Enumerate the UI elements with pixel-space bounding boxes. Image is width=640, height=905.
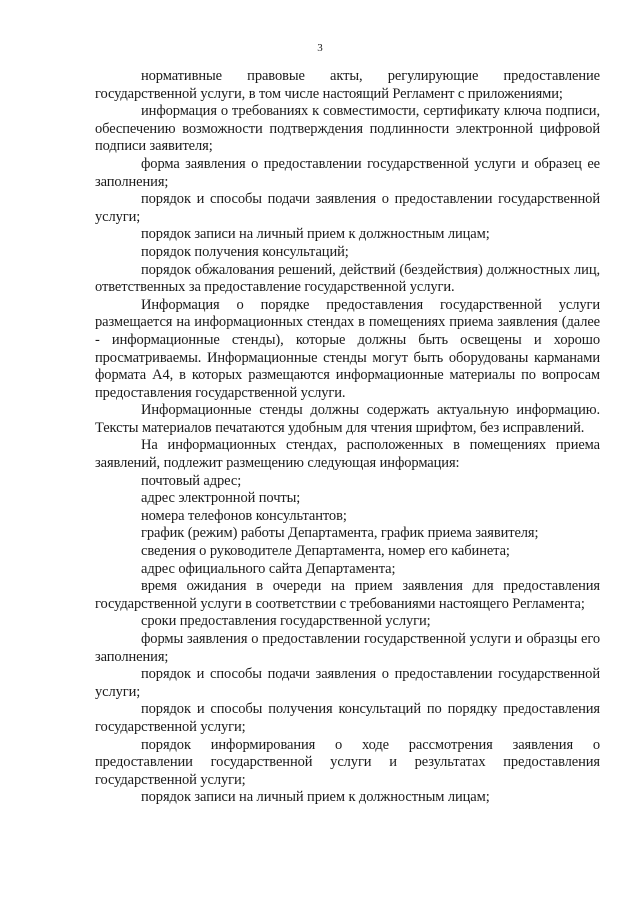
paragraph: график (режим) работы Департамента, график приема заявителя; <box>141 525 539 542</box>
paragraph: нормативные правовые акты, регулирующие предоставление государственной услуги, в том числе настоящий Регламент с приложениями; <box>95 68 600 102</box>
paragraph: порядок записи на личный прием к должностным лицам; <box>141 226 490 243</box>
paragraph: порядок записи на личный прием к должностным лицам; <box>141 789 490 806</box>
page-number: 3 <box>317 42 323 54</box>
paragraph: На информационных стендах, расположенных в помещениях приема заявлений, подлежит размещению следующая информация: <box>95 437 600 472</box>
paragraph: Информационные стенды должны содержать актуальную информацию. Тексты материалов печатаются удобным для чтения шрифтом, без исправлений. <box>95 402 600 436</box>
paragraph: информация о требованиях к совместимости, сертификату ключа подписи, обеспечению возможности подтверждения подлинности электронной цифровой подписи заявителя; <box>95 103 600 155</box>
paragraph: почтовый адрес; <box>141 472 242 489</box>
paragraph: адрес электронной почты; <box>141 490 301 507</box>
paragraph: порядок информирования о ходе рассмотрения заявления о предоставлении государственной услуги и результатах предоставления государственной услуги; <box>95 736 600 788</box>
paragraph: порядок получения консультаций; <box>141 243 349 260</box>
paragraph: время ожидания в очереди на прием заявления для предоставления государственной услуги в соответствии с требованиями настоящего Регламента; <box>95 578 600 612</box>
paragraph: порядок обжалования решений, действий (бездействия) должностных лиц, ответственных за предоставление государственной услуги. <box>95 261 600 296</box>
paragraph: сведения о руководителе Департамента, номер его кабинета; <box>141 543 510 560</box>
paragraph: номера телефонов консультантов; <box>141 507 347 524</box>
paragraph: порядок и способы получения консультаций по порядку предоставления государственной услуги; <box>95 701 600 735</box>
paragraph: сроки предоставления государственной услуги; <box>141 613 431 630</box>
document-body <box>95 68 600 807</box>
paragraph: форма заявления о предоставлении государственной услуги и образец ее заполнения; <box>95 155 600 190</box>
paragraph: порядок и способы подачи заявления о предоставлении государственной услуги; <box>95 191 600 225</box>
paragraph: адрес официального сайта Департамента; <box>141 560 396 577</box>
paragraph: порядок и способы подачи заявления о предоставлении государственной услуги; <box>95 666 600 700</box>
paragraph: Информация о порядке предоставления государственной услуги размещается на информационных стендах в помещениях приема заявления (далее - информационные стенды), которые должны быть освещены и хорошо просматриваемы. Информационные стенды могут быть оборудованы карманами формата А4, в которых размещаются информационные материалы по вопросам предоставления государственной услуги. <box>95 296 600 401</box>
paragraph: формы заявления о предоставлении государственной услуги и образцы его заполнения; <box>95 631 600 665</box>
